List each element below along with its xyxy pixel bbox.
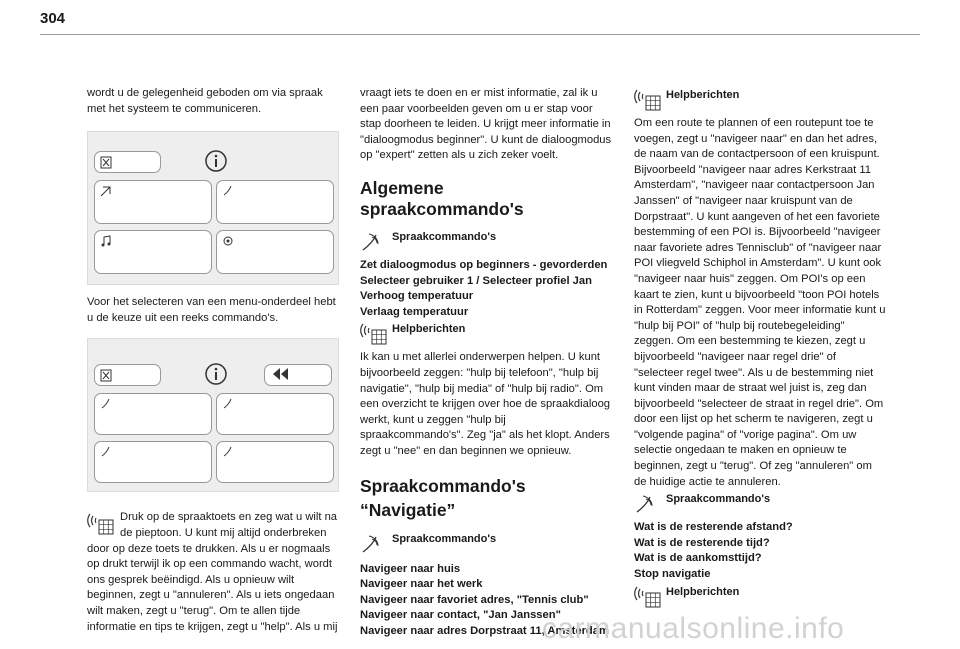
- column-2: [360, 86, 612, 639]
- help-message-icon: [634, 583, 666, 609]
- help-message-icon: [634, 86, 666, 112]
- column-1: [87, 86, 339, 635]
- settings-icon: [221, 234, 235, 248]
- col1-press-text: Druk op de spraaktoets en zeg wat u wilt na de pieptoon. U kunt mij altijd onderbreken door op deze toets te drukken. Als u er nogmaals op drukt terwijl ik op een commando wacht, wordt ons gesprek beëindigd. Als u opnieuw wilt beginnen, zegt u "annuleren". Als u iets ongedaan wilt maken, zegt u "terug". Om te allen tijde informatie en tips te krijgen, zegt u "help". Als u mij: [87, 511, 338, 633]
- commands-label-3: Spraakcommando's: [666, 493, 771, 506]
- screen-illustration-2: [87, 338, 339, 492]
- music-icon: [99, 234, 113, 248]
- command-item: Navigeer naar favoriet adres, "Tennis club": [360, 593, 589, 606]
- phone-icon: [221, 397, 235, 411]
- navigation-icon: [99, 184, 113, 198]
- phone-icon: [99, 397, 113, 411]
- commands-label-row-2: [360, 530, 612, 554]
- command-item: Navigeer naar huis: [360, 562, 461, 575]
- command-item: Verlaag temperatuur: [360, 305, 469, 318]
- page-number: 304: [40, 10, 66, 27]
- general-commands-list: [360, 258, 612, 320]
- heading-navigation-line1: Spraakcommando's: [360, 475, 526, 496]
- help-text-general: Ik kan u met allerlei onderwerpen helpen. U kunt bijvoorbeeld zeggen: "hulp bij telefoon", "hulp bij navigatie", "hulp bij media" of "hulp bij radio". Om een overzicht te krijgen over hoe de spraakdialoog werkt, kunt u zeggen "hulp bij spraakcommando's". Zeg "ja" als het klopt. Anders zegt u "nee" en dan beginnen we opnieuw.: [360, 351, 611, 457]
- help-message-icon: [360, 320, 392, 346]
- help-label-4: Helpberichten: [666, 585, 740, 598]
- commands-label: Spraakcommando's: [392, 230, 497, 243]
- command-item: Wat is de resterende afstand?: [634, 521, 793, 534]
- commands-label-row: [360, 228, 612, 252]
- voice-command-icon: [360, 228, 392, 252]
- command-item: Wat is de aankomsttijd?: [634, 552, 762, 565]
- command-item: Navigeer naar contact, "Jan Janssen": [360, 609, 561, 622]
- command-item: Stop navigatie: [634, 568, 711, 581]
- col1-menu-text: Voor het selecteren van een menu-onderdeel hebt u de keuze uit een reeks commando's.: [87, 296, 336, 324]
- navigation-query-list: [634, 520, 886, 582]
- phone-icon: [99, 445, 113, 459]
- column-3: [634, 86, 886, 609]
- press-paragraph: [87, 510, 339, 635]
- info-icon: [204, 149, 228, 173]
- voice-keypad-icon: [87, 510, 117, 536]
- commands-label-2: Spraakcommando's: [392, 532, 497, 545]
- voice-command-icon: [360, 530, 392, 554]
- heading-general-commands: Algemene spraakcommando's: [360, 177, 524, 219]
- command-item: Navigeer naar adres Dorpstraat 11, Amsterdam: [360, 624, 609, 637]
- rewind-icon: [270, 367, 290, 381]
- help-label-row-3: [634, 86, 886, 112]
- voice-menu-icon: [100, 369, 114, 383]
- col1-intro: wordt u de gelegenheid geboden om via spraak met het systeem te communiceren.: [87, 87, 323, 115]
- command-item: Verhoog temperatuur: [360, 290, 474, 303]
- command-item: Selecteer gebruiker 1 / Selecteer profiel Jan: [360, 274, 592, 287]
- help-label: Helpberichten: [392, 323, 466, 336]
- voice-command-icon: [634, 490, 666, 514]
- heading-navigation-commands: [360, 474, 612, 522]
- help-text-navigation: Om een route te plannen of een routepunt toe te voegen, zegt u "navigeer naar" en dan het adres, de naam van de contactpersoon of een kruispunt. Bijvoorbeeld "navigeer naar adres Kerkstraat 11 Amsterdam", "navigeer naar contactpersoon Jan Janssen" of "navigeer naar kruispunt van de Dorpstraat". U kunt aangeven of het een favoriete bestemming of een POI is. Bijvoorbeeld "navigeer naar favoriete adres Tennisclub" of "navigeer naar POI vliegveld Schiphol in Amsterdam". U kunt ook "navigeer naar huis" zeggen. Om POI's op een kaart te zien, kunt u bijvoorbeeld "toon POI hotels in Rotterdam" zeggen. Voor meer informatie kunt u "hulp bij POI" of "hulp bij routebegeleiding" zeggen. Om een bestemming te kiezen, zegt u bijvoorbeeld "navigeer naar regel drie" of "selecteer regel twee". Als u de bestemming niet kunt vinden maar de straat wel juist is, zeg dan bijvoorbeeld "selecteer de straat in regel drie". Om door een lijst op het scherm te navigeren, zegt u "volgende pagina" of "vorige pagina". Om uw selectie ongedaan te maken en opnieuw te beginnen, zegt u "terug". Of zeg "annuleren" om de huidige actie te annuleren.: [634, 117, 886, 488]
- info-icon: [204, 362, 228, 386]
- command-item: Zet dialoogmodus op beginners - gevorderden: [360, 258, 608, 271]
- command-item: Navigeer naar het werk: [360, 578, 483, 591]
- voice-menu-icon: [100, 156, 114, 170]
- help-label-3: Helpberichten: [666, 89, 740, 101]
- heading-navigation-line2: “Navigatie”: [360, 499, 456, 520]
- help-label-row: [360, 320, 612, 346]
- phone-icon: [221, 184, 235, 198]
- command-item: Wat is de resterende tijd?: [634, 536, 770, 549]
- phone-icon: [221, 445, 235, 459]
- watermark: carmanualsonline.info: [542, 612, 845, 645]
- screen-illustration-1: [87, 131, 339, 285]
- col2-intro: vraagt iets te doen en er mist informatie, zal ik u een paar voorbeelden geven om u er stap voor stap doorheen te leiden. U krijgt meer informatie in "dialoogmodus beginner". U kunt de dialoogmodus op "expert" zetten als u zich zeker voelt.: [360, 87, 612, 162]
- help-label-row-4: [634, 583, 886, 609]
- header-rule: [40, 34, 920, 35]
- commands-label-row-3: [634, 490, 886, 514]
